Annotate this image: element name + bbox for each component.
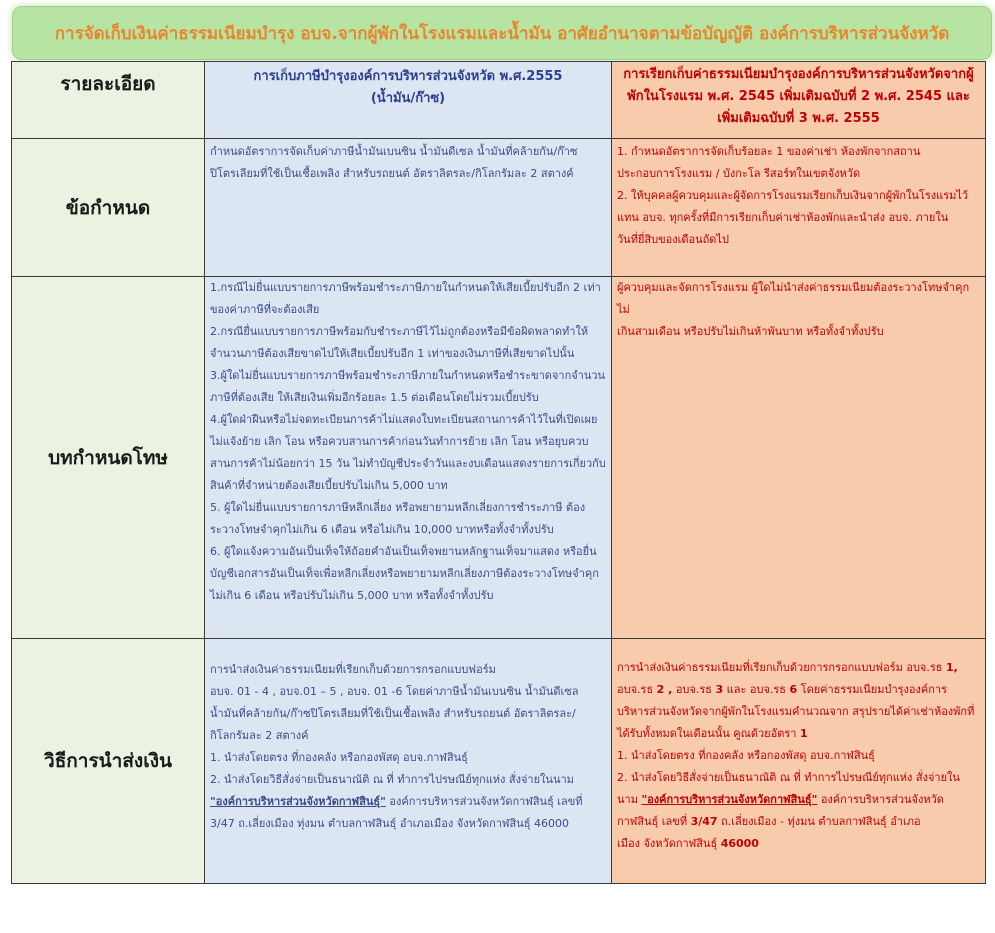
form-number: 6	[789, 683, 798, 696]
rules-hotel-line: 1. กำหนดอัตราการจัดเก็บร้อยละ 1 ของค่าเช่า ห้องพักจากสถาน	[617, 145, 921, 158]
header-oil-tax-cell	[205, 62, 612, 139]
penalty-oil-line: ภาษีที่ต้องเสีย ให้เสียเงินเพิ่มอีกร้อยละ 1.5 ต่อเดือนโดยไม่รวมเบี้ยปรับ	[210, 391, 539, 404]
penalty-oil-line: ไม่เกิน 6 เดือน หรือปรับไม่เกิน 5,000 บาท หรือทั้งจำทั้งปรับ	[210, 589, 494, 602]
payment-hotel-text: การนำส่งเงินค่าธรรมเนียมที่เรียกเก็บด้วยการกรอกแบบฟอร์ม อบจ.รธ	[617, 661, 946, 674]
payment-oil-line: กิโลกรัมละ 2 สตางค์	[210, 729, 309, 742]
payment-hotel-text: นาม	[617, 793, 642, 806]
payment-oil-line: 3/47 ถ.เลี่ยงเมือง ทุ่งมน ตำบลกาฬสินธุ์ อำเภอเมือง จังหวัดกาฬสินธุ์ 46000	[210, 817, 569, 830]
payment-label-cell	[12, 639, 205, 884]
payment-hotel-text: ถ.เลี่ยงเมือง - ทุ่งมน ตำบลกาฬสินธุ์ อำเภอ	[717, 815, 921, 828]
payment-hotel-line	[617, 679, 981, 701]
header-hotel-fee-cell	[612, 62, 986, 139]
payee-name-link: "องค์การบริหารส่วนจังหวัดกาฬสินธุ์"	[210, 795, 386, 808]
rules-hotel-line: 2. ให้บุคคลผู้ควบคุมและผู้จัดการโรงแรมเรียกเก็บเงินจากผู้พักในโรงแรมไว้	[617, 189, 969, 202]
penalty-oil-line: จำนวนภาษีต้องเสียขาดไปให้เสียเบี้ยปรับอีก 1 เท่าของเงินภาษีที่เสียขาดไปนั้น	[210, 347, 575, 360]
payment-oil-line: น้ำมันที่คล้ายกัน/ก๊าซปิโตรเลียมที่ใช้เป็นเชื้อเพลิง สำหรับรถยนต์ อัตราลิตรละ/	[210, 707, 576, 720]
payment-oil-line: การนำส่งเงินค่าธรรมเนียมที่เรียกเก็บด้วยการกรอกแบบฟอร์ม	[210, 663, 496, 676]
payment-hotel-line	[617, 833, 981, 855]
payee-name-link: "องค์การบริหารส่วนจังหวัดกาฬสินธุ์"	[641, 793, 818, 806]
rules-oil-line: ปิโตรเลียมที่ใช้เป็นเชื้อเพลิง สำหรับรถยนต์ อัตราลิตรละ/กิโลกรัมละ 2 สตางค์	[210, 167, 574, 180]
banner-title: การจัดเก็บเงินค่าธรรมเนียมบำรุง อบจ.จากผู้พักในโรงแรมและน้ำมัน อาศัยอำนาจตามข้อบัญญัติ องค์การบริหารส่วนจังหวัด	[54, 23, 950, 44]
payee-address-text: องค์การบริหารส่วนจังหวัดกาฬสินธุ์ เลขที่	[385, 795, 583, 808]
penalty-oil-line: ระวางโทษจำคุกไม่เกิน 6 เดือน หรือไม่เกิน 10,000 บาทหรือทั้งจำทั้งปรับ	[210, 523, 554, 536]
title-banner	[12, 6, 992, 60]
payment-oil-cell	[205, 639, 612, 884]
penalty-oil-line: 6. ผู้ใดแจ้งความอันเป็นเท็จให้ถ้อยคำอันเป็นเท็จพยานหลักฐานเท็จมาแสดง หรือยื่น	[210, 545, 597, 558]
penalty-hotel-line: เกินสามเดือน หรือปรับไม่เกินห้าพันบาท หรือทั้งจำทั้งปรับ	[617, 325, 884, 338]
rules-label: ข้อกำหนด	[65, 196, 151, 219]
payment-hotel-text: อบจ.รธ	[617, 683, 657, 696]
header-oil-tax-subtitle: (น้ำมัน/ก๊าซ)	[370, 91, 446, 106]
penalty-oil-line: 4.ผู้ใดฝ่าฝืนหรือไม่จดทะเบียนการค้าไม่แสดงใบทะเบียนสถานการค้าไว้ในที่เปิดเผย	[210, 413, 598, 426]
penalty-oil-line: 5. ผู้ใดไม่ยื่นแบบรายการภาษีหลีกเลี่ยง หรือพยายามหลีกเลี่ยงการชำระภาษี ต้อง	[210, 501, 586, 514]
header-hotel-fee-line3: เพิ่มเติมฉบับที่ 3 พ.ศ. 2555	[717, 111, 880, 126]
penalty-oil-cell	[205, 277, 612, 639]
penalty-oil-line: 2.กรณียื่นแบบรายการภาษีพร้อมกับชำระภาษีไว้ไม่ถูกต้องหรือมีข้อผิดพลาดทำให้	[210, 325, 589, 338]
rules-label-cell	[12, 139, 205, 277]
postal-code: 46000	[720, 837, 759, 850]
comparison-table	[11, 61, 986, 884]
penalty-label: บทกำหนดโทษ	[48, 446, 168, 469]
address-number: 3/47	[690, 815, 718, 828]
penalty-oil-line: ไม่แจ้งย้าย เลิก โอน หรือควบสานการค้าก่อนวันทำการย้าย เลิก โอน หรือยุบควบ	[210, 435, 589, 448]
payment-hotel-text: ได้รับทั้งหมดในเดือนนั้น คูณด้วยอัตรา	[617, 727, 800, 740]
payment-hotel-text: อบจ.รธ	[672, 683, 716, 696]
form-number: 1,	[946, 661, 958, 674]
rules-oil-cell	[205, 139, 612, 277]
form-number: 2 ,	[656, 683, 673, 696]
header-hotel-fee-line2: พักในโรงแรม พ.ศ. 2545 เพิ่มเติมฉบับที่ 2 พ.ศ. 2545 และ	[627, 89, 970, 104]
penalty-oil-line: 1.กรณีไม่ยื่นแบบรายการภาษีพร้อมชำระภาษีภายในกำหนดให้เสียเบี้ยปรับอีก 2 เท่า	[210, 281, 601, 294]
penalty-oil-line: บัญชีเอกสารอันเป็นเท็จเพื่อหลีกเลี่ยงหรือพยายามหลีกเลี่ยงภาษีต้องระวางโทษจำคุก	[210, 567, 599, 580]
form-number: 3	[715, 683, 724, 696]
header-details-cell	[12, 62, 205, 139]
rules-hotel-line: แทน อบจ. ทุกครั้งที่มีการเรียกเก็บค่าเช่าห้องพักและนำส่ง อบจ. ภายใน	[617, 211, 949, 224]
payment-hotel-line: 2. นำส่งโดยวิธีสั่งจ่ายเป็นธนาณัติ ณ ที่ ทำการไปรษณีย์ทุกแห่ง สั่งจ่ายใน	[617, 771, 960, 784]
rules-hotel-line: วันที่ยี่สิบของเดือนถัดไป	[617, 233, 729, 246]
payment-hotel-text: เมือง จังหวัดกาฬสินธุ์	[617, 837, 721, 850]
penalty-oil-line: สานการค้าไม่น้อยกว่า 15 วัน ไม่ทำบัญชีประจำวันและงบเดือนแสดงรายการเกี่ยวกับ	[210, 457, 606, 470]
payment-hotel-text: โดยค่าธรรมเนียมบำรุงองค์การ	[797, 683, 947, 696]
payment-hotel-line	[617, 789, 981, 811]
header-row	[12, 62, 986, 139]
payment-hotel-line	[617, 723, 981, 745]
payment-hotel-line	[617, 657, 981, 679]
penalty-hotel-cell	[612, 277, 986, 639]
penalty-hotel-line: ผู้ควบคุมและจัดการโรงแรม ผู้ใดไม่นำส่งค่าธรรมเนียมต้องระวางโทษจำคุกไม่	[617, 281, 970, 316]
rules-hotel-cell	[612, 139, 986, 277]
rules-oil-line: กำหนดอัตราการจัดเก็บค่าภาษีน้ำมันเบนซิน น้ำมันดีเซล น้ำมันที่คล้ายกัน/ก๊าซ	[210, 145, 578, 158]
rules-hotel-line: ประกอบการโรงแรม / บังกะโล รีสอร์ทในเขตจังหวัด	[617, 167, 861, 180]
header-details-label: รายละเอียด	[60, 73, 156, 95]
rules-row	[12, 139, 986, 277]
payment-oil-line	[210, 791, 607, 813]
penalty-row	[12, 277, 986, 639]
payment-hotel-text: กาฬสินธุ์ เลขที่	[617, 815, 691, 828]
payment-oil-line: 2. นำส่งโดยวิธีสั่งจ่ายเป็นธนาณัติ ณ ที่ ทำการไปรษณีย์ทุกแห่ง สั่งจ่ายในนาม	[210, 773, 574, 786]
payee-address-text: องค์การบริหารส่วนจังหวัด	[817, 793, 944, 806]
payment-hotel-text: และ อบจ.รธ	[723, 683, 790, 696]
payment-hotel-line: บริหารส่วนจังหวัดจากผู้พักในโรงแรมคำนวณจาก สรุปรายได้ค่าเช่าห้องพักที่	[617, 705, 975, 718]
payment-oil-line: 1. นำส่งโดยตรง ที่กองคลัง หรือกองพัสดุ อบจ.กาฬสินธุ์	[210, 751, 468, 764]
penalty-oil-line: ของค่าภาษีที่จะต้องเสีย	[210, 303, 320, 316]
header-oil-tax-title: การเก็บภาษีบำรุงองค์การบริหารส่วนจังหวัด พ.ศ.2555	[253, 69, 563, 84]
payment-hotel-line: 1. นำส่งโดยตรง ที่กองคลัง หรือกองพัสดุ อบจ.กาฬสินธุ์	[617, 749, 875, 762]
payment-oil-line: อบจ. 01 - 4 , อบจ.01 – 5 , อบจ. 01 -6 โดยค่าภาษีน้ำมันเบนซิน น้ำมันดีเซล	[210, 685, 579, 698]
payment-row	[12, 639, 986, 884]
payment-label: วิธีการนำส่งเงิน	[44, 750, 172, 772]
penalty-oil-line: สินค้าที่จำหน่ายต้องเสียเบี้ยปรับไม่เกิน 5,000 บาท	[210, 479, 448, 492]
payment-hotel-cell	[612, 639, 986, 884]
payment-hotel-line	[617, 811, 981, 833]
penalty-oil-line: 3.ผู้ใดไม่ยื่นแบบรายการภาษีพร้อมชำระภาษีภายในกำหนดหรือชำระขาดจากจำนวน	[210, 369, 606, 382]
penalty-label-cell	[12, 277, 205, 639]
rate-value: 1	[799, 727, 808, 740]
header-hotel-fee-line1: การเรียกเก็บค่าธรรมเนียมบำรุงองค์การบริหารส่วนจังหวัดจากผู้	[623, 67, 974, 82]
